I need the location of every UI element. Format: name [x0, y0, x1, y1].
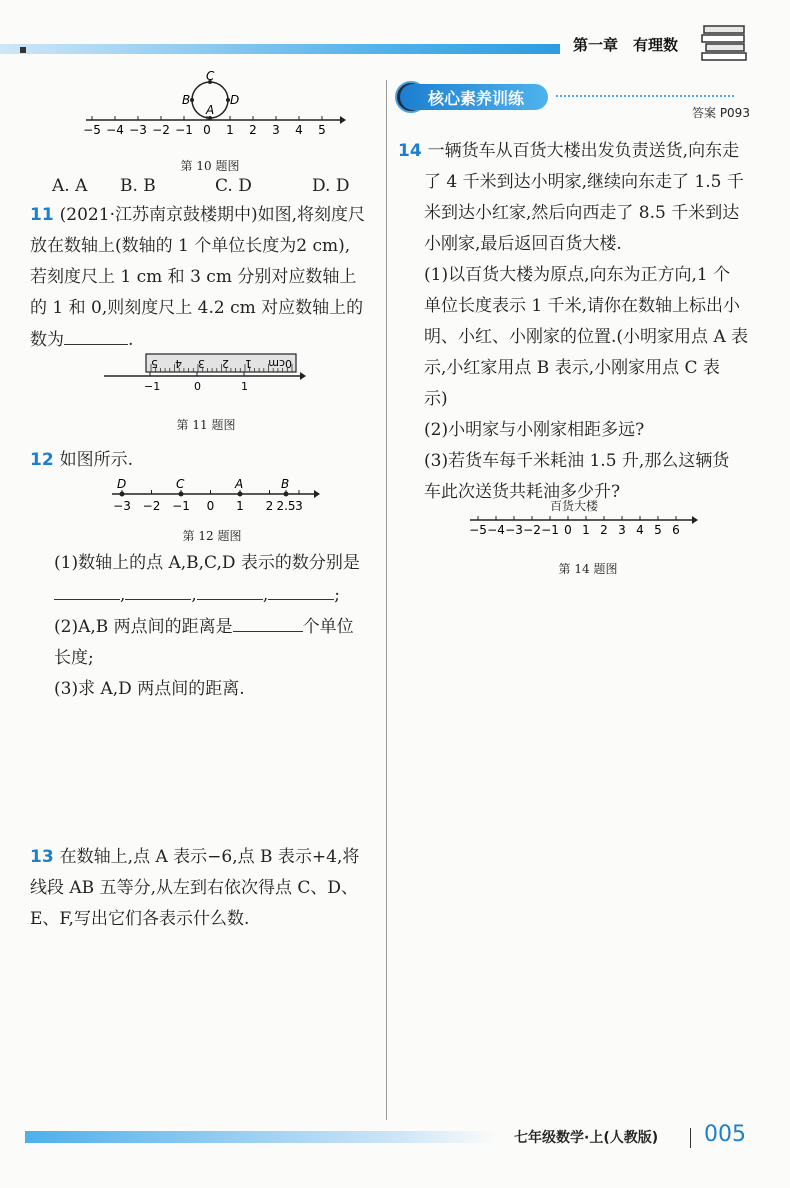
q12-point-b: B: [281, 477, 290, 491]
svg-text:1: 1: [241, 380, 248, 393]
tick-label: −3: [505, 523, 523, 537]
tick-label: 1: [226, 123, 234, 137]
footer-band: [25, 1131, 495, 1143]
q10-point-a: A: [206, 103, 215, 117]
q10-caption: 第 10 题图: [180, 159, 240, 173]
tick-label: 4: [636, 523, 644, 537]
tick-label: 0: [206, 499, 215, 513]
question-11: 11 (2021·江苏南京鼓楼期中)如图,将刻度尺 放在数轴上(数轴的 1 个单位长度为2 cm), 若刻度尺上 1 cm 和 3 cm 分别对应数轴上 的 1 和 0,则刻度尺上 4.2 cm 对应数轴上的 数为 .: [30, 205, 366, 350]
tick-label: 3: [618, 523, 626, 537]
svg-text:−1: −1: [144, 380, 161, 393]
tick-label: 1: [582, 523, 590, 537]
q10-option-b[interactable]: B. B: [120, 176, 156, 196]
q10-option-d[interactable]: D. D: [312, 176, 350, 196]
q14-caption: 第 14 题图: [558, 562, 618, 576]
q12-caption: 第 12 题图: [182, 529, 242, 543]
q12-number: 12: [30, 450, 54, 470]
q12-point-a: A: [235, 477, 244, 491]
svg-text:2: 2: [222, 357, 229, 370]
question-12-stem: 12 如图所示.: [30, 450, 134, 470]
q10-point-c: C: [206, 70, 215, 83]
header-band: [0, 44, 560, 54]
question-14: 14 一辆货车从百货大楼出发负责送货,向东走 了 4 千米到达小明家,继续向东走了 1.5 千 米到达小红家,然后向西走了 8.5 千米到达 小刚家,最后返回百货大楼. (1)以百货大楼为原点,向东为正方向,1 个 单位长度表示 1 千米,请你在数轴上标出小 明、小红、小刚家的位置.(小明家用点 A 表 示,小红家用点 B 表示,小刚家用点 C 表 示) (2)小明家与小刚家相距多远? (3)若货车每千米耗油 1.5 升,那么这辆货 车此次送货共耗油多少升?: [398, 141, 749, 502]
tick-label: 2: [249, 123, 257, 137]
tick-label: 5: [318, 123, 326, 137]
q12-blank-d[interactable]: [268, 579, 334, 600]
tick-label: 5: [654, 523, 662, 537]
tick-label: −3: [113, 499, 131, 513]
q13-number: 13: [30, 847, 54, 867]
tick-label: −5: [83, 123, 101, 137]
banner-dotted-line: [556, 95, 734, 97]
q12-point-d: D: [117, 477, 127, 491]
q12-blank-c[interactable]: [197, 579, 263, 600]
q10-number-line: [82, 70, 346, 138]
tick-label: 3: [295, 499, 303, 513]
tick-label: 0: [203, 123, 211, 137]
q11-ruler-figure: [102, 350, 308, 398]
q11-caption: 第 11 题图: [176, 418, 236, 432]
tick-label: 2: [265, 499, 274, 513]
page-number: 005: [704, 1122, 746, 1147]
banner-title: 核心素养训练: [428, 89, 525, 108]
q14-number-line: [466, 510, 702, 544]
q14-origin-label: 百货大楼: [550, 499, 599, 513]
q10-point-d: D: [230, 93, 240, 107]
footer-divider: [690, 1128, 691, 1148]
book-title: 七年级数学·上(人教版): [514, 1130, 659, 1146]
answer-reference: 答案 P093: [692, 106, 750, 120]
tick-label: −4: [487, 523, 505, 537]
tick-label: −2: [142, 499, 161, 513]
q10-option-a[interactable]: A. A: [52, 176, 88, 196]
question-12-subparts: (1)数轴上的点 A,B,C,D 表示的数分别是 , , , ; (2)A,B 两点间的距离是 个单位 长度; (3)求 A,D 两点间的距离.: [54, 553, 360, 699]
q12-point-c: C: [176, 477, 185, 491]
tick-label: −2: [523, 523, 541, 537]
tick-label: 3: [272, 123, 280, 137]
svg-text:4: 4: [175, 357, 182, 370]
tick-label: −4: [106, 123, 124, 137]
q12-blank-a[interactable]: [54, 579, 120, 600]
tick-label: −1: [172, 499, 190, 513]
q14-number: 14: [398, 141, 422, 161]
tick-label: −5: [469, 523, 487, 537]
header-marker: [20, 47, 26, 53]
svg-text:0cm: 0cm: [268, 357, 292, 370]
tick-label: 0: [564, 523, 572, 537]
tick-label: −2: [152, 123, 170, 137]
books-icon: [700, 20, 750, 66]
q10-point-b: B: [182, 93, 191, 107]
tick-label: −1: [175, 123, 193, 137]
tick-label: 4: [295, 123, 303, 137]
tick-label: 1: [236, 499, 244, 513]
tick-label: −3: [129, 123, 147, 137]
question-13: 13 在数轴上,点 A 表示−6,点 B 表示+4,将 线段 AB 五等分,从左到右依次得点 C、D、 E、F,写出它们各表示什么数.: [30, 847, 360, 929]
svg-text:1: 1: [245, 357, 252, 370]
svg-text:5: 5: [151, 357, 158, 370]
svg-text:3: 3: [198, 357, 205, 370]
q12-blank-b[interactable]: [125, 579, 191, 600]
tick-label: −1: [541, 523, 559, 537]
q11-number: 11: [30, 205, 54, 225]
tick-label: 2.5: [276, 499, 296, 513]
column-divider: [386, 80, 387, 1120]
tick-label: 2: [600, 523, 608, 537]
q12-blank-distance[interactable]: [233, 611, 303, 632]
tick-label: 6: [672, 523, 680, 537]
q12-number-line: [108, 474, 322, 516]
svg-text:0: 0: [194, 380, 201, 393]
q10-option-c[interactable]: C. D: [215, 176, 252, 196]
chapter-title: 第一章 有理数: [572, 36, 678, 54]
q11-answer-blank[interactable]: [64, 324, 128, 345]
